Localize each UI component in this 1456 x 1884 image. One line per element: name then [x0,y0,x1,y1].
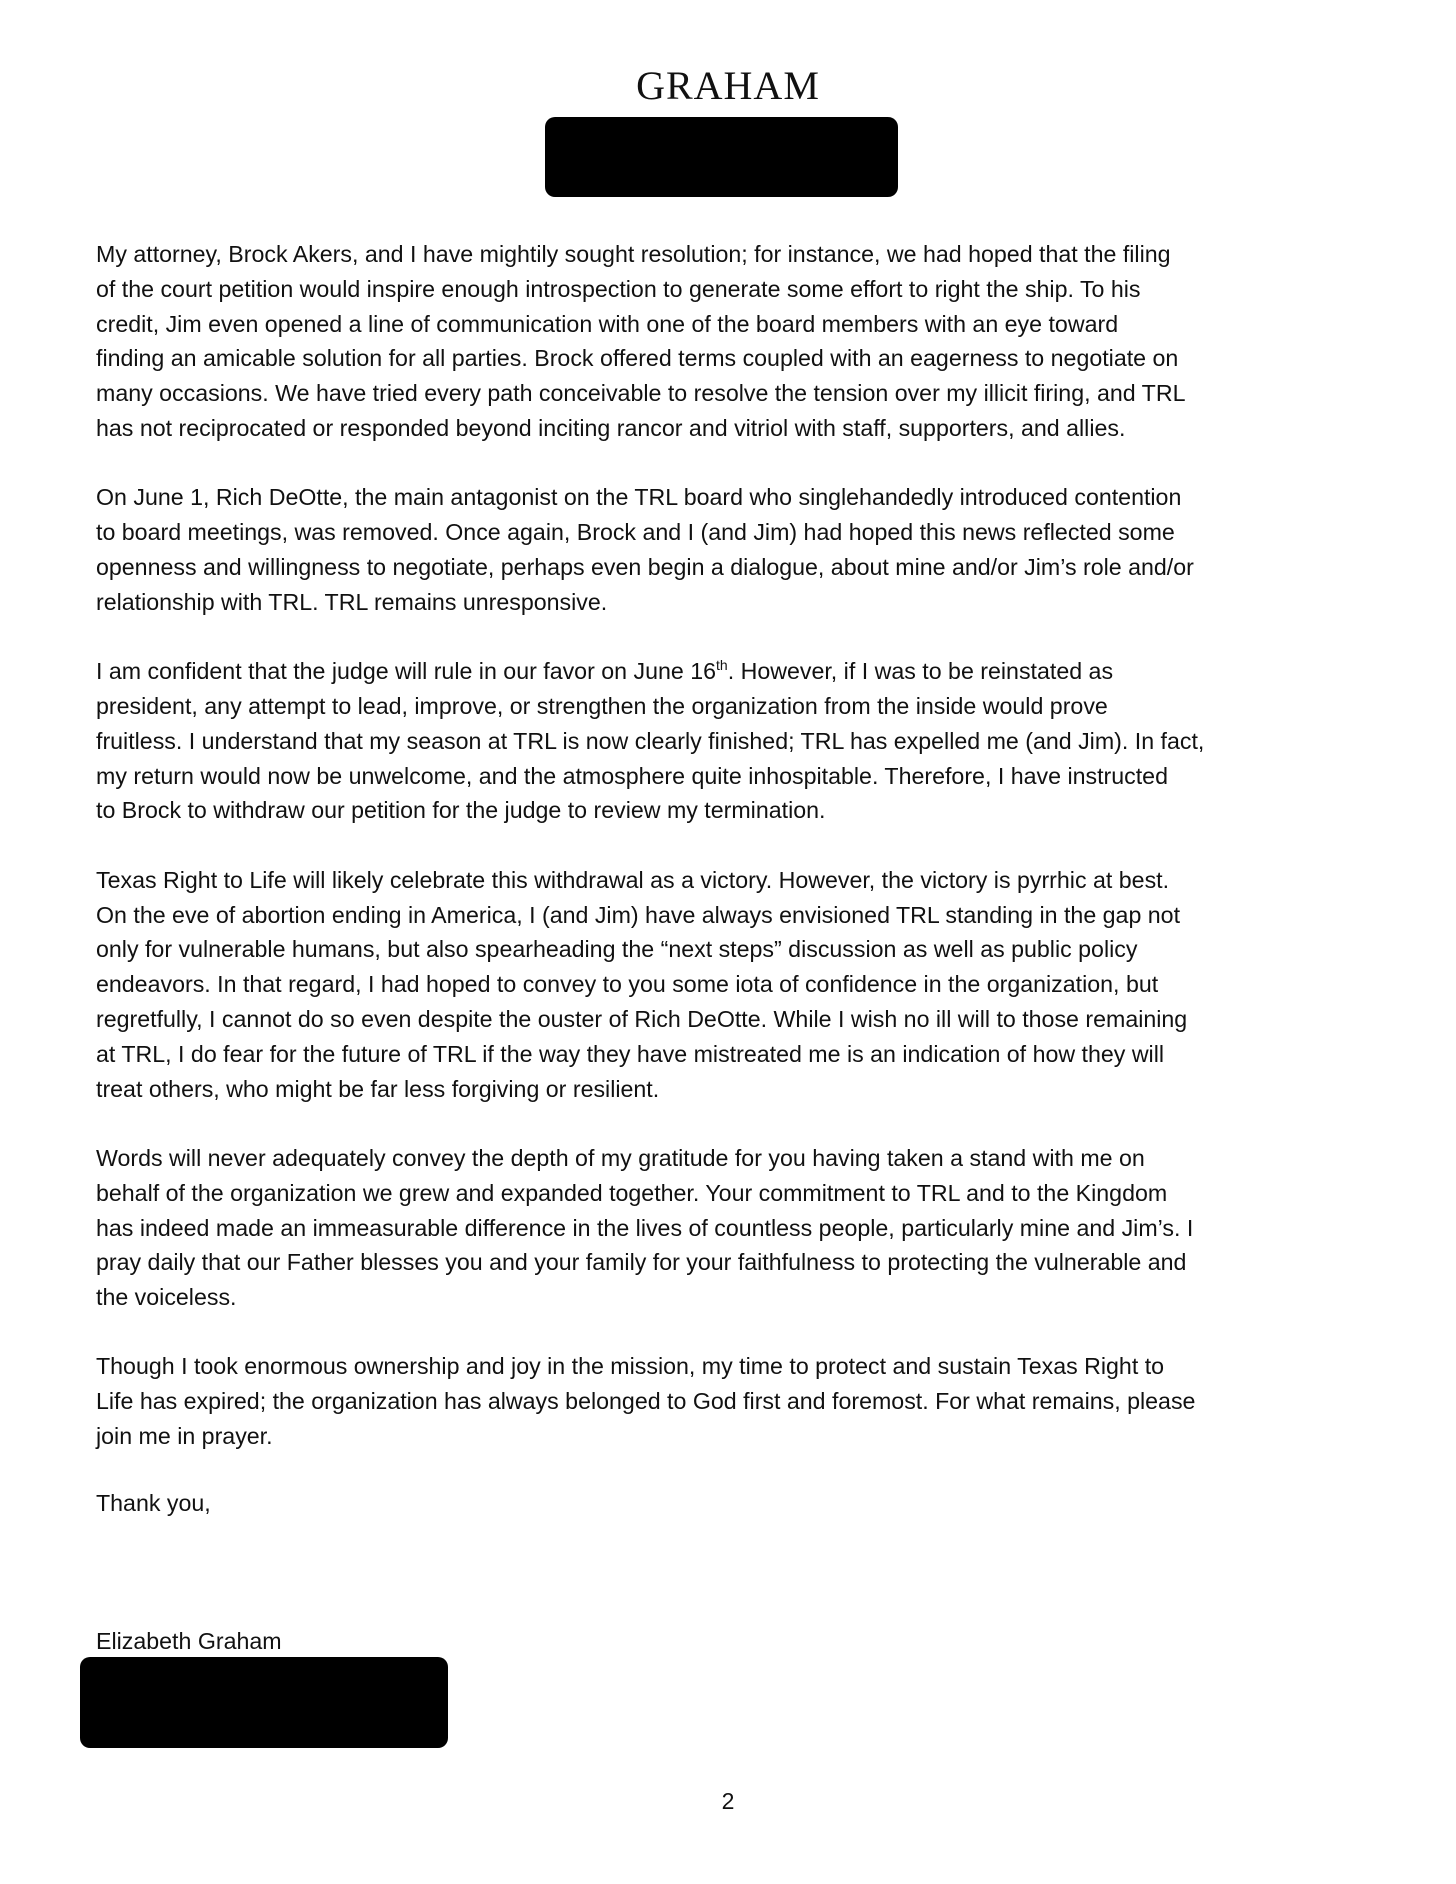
text-line: the voiceless. [96,1284,237,1311]
text-line: Texas Right to Life will likely celebrate this withdrawal as a victory. However, the victory is pyrrhic at best. [96,866,1170,893]
letter-body [96,237,1366,1488]
text-line: to Brock to withdraw our petition for the judge to review my termination. [96,797,826,824]
text-line: has indeed made an immeasurable difference in the lives of countless people, particularly mine and Jim’s. I [96,1214,1194,1241]
text-line: my return would now be unwelcome, and the atmosphere quite inhospitable. Therefore, I have instructed [96,762,1168,789]
signer-name: Elizabeth Graham [96,1628,282,1654]
text-line: On the eve of abortion ending in America, I (and Jim) have always envisioned TRL standing in the gap not [96,901,1181,928]
ordinal-superscript: th [716,657,728,674]
text-line: to board meetings, was removed. Once again, Brock and I (and Jim) had hoped this news reflected some [96,519,1175,546]
text-line: president, any attempt to lead, improve, or strengthen the organization from the inside would prove [96,692,1108,719]
text-line [96,654,1366,689]
text-line: openness and willingness to negotiate, perhaps even begin a dialogue, about mine and/or Jim’s role and/or [96,553,1194,580]
text-line: finding an amicable solution for all parties. Brock offered terms coupled with an eagerness to negotiate on [96,345,1179,372]
letterhead-title: GRAHAM [636,63,820,108]
redaction-block-header [545,117,898,197]
text-line: at TRL, I do fear for the future of TRL if the way they have mistreated me is an indication of how they will [96,1040,1165,1067]
paragraph-5 [96,1141,1366,1315]
text-line: Though I took enormous ownership and joy in the mission, my time to protect and sustain Texas Right to [96,1353,1165,1380]
text-line: Life has expired; the organization has always belonged to God first and foremost. For what remains, please [96,1388,1196,1415]
text-line: behalf of the organization we grew and expanded together. Your commitment to TRL and to the Kingdom [96,1179,1168,1206]
text-line: regretfully, I cannot do so even despite the ouster of Rich DeOtte. While I wish no ill will to those remaining [96,1005,1188,1032]
text-line: Words will never adequately convey the depth of my gratitude for you having taken a stand with me on [96,1144,1145,1171]
text-line: endeavors. In that regard, I had hoped to convey to you some iota of confidence in the organization, but [96,971,1159,998]
text-line: only for vulnerable humans, but also spearheading the “next steps” discussion as well as public policy [96,936,1138,963]
closing-salutation: Thank you, [96,1490,211,1516]
text-segment: I am confident that the judge will rule in our favor on June 16 [96,658,716,685]
text-line: has not reciprocated or responded beyond inciting rancor and vitriol with staff, supporters, and allies. [96,414,1126,441]
text-segment: . However, if I was to be reinstated as [727,658,1114,685]
paragraph-2 [96,480,1366,619]
paragraph-3 [96,654,1366,828]
paragraph-6 [96,1349,1366,1453]
text-line: relationship with TRL. TRL remains unresponsive. [96,588,608,615]
text-line: join me in prayer. [96,1423,273,1450]
paragraph-1 [96,237,1366,446]
text-line: On June 1, Rich DeOtte, the main antagonist on the TRL board who singlehandedly introduced contention [96,484,1182,511]
text-line: many occasions. We have tried every path conceivable to resolve the tension over my illicit firing, and TRL [96,380,1186,407]
text-line: My attorney, Brock Akers, and I have mightily sought resolution; for instance, we had hoped that the filing [96,241,1171,267]
text-line: credit, Jim even opened a line of communication with one of the board members with an eye toward [96,310,1119,337]
text-line: treat others, who might be far less forgiving or resilient. [96,1075,660,1102]
text-line: fruitless. I understand that my season at TRL is now clearly finished; TRL has expelled me (and Jim). In fact, [96,727,1205,754]
redaction-block-signature [80,1657,448,1748]
text-line: pray daily that our Father blesses you and your family for your faithfulness to protecting the vulnerable and [96,1249,1187,1276]
paragraph-4 [96,863,1366,1107]
text-line: of the court petition would inspire enough introspection to generate some effort to right the ship. To his [96,275,1141,302]
page-number: 2 [721,1788,735,1814]
